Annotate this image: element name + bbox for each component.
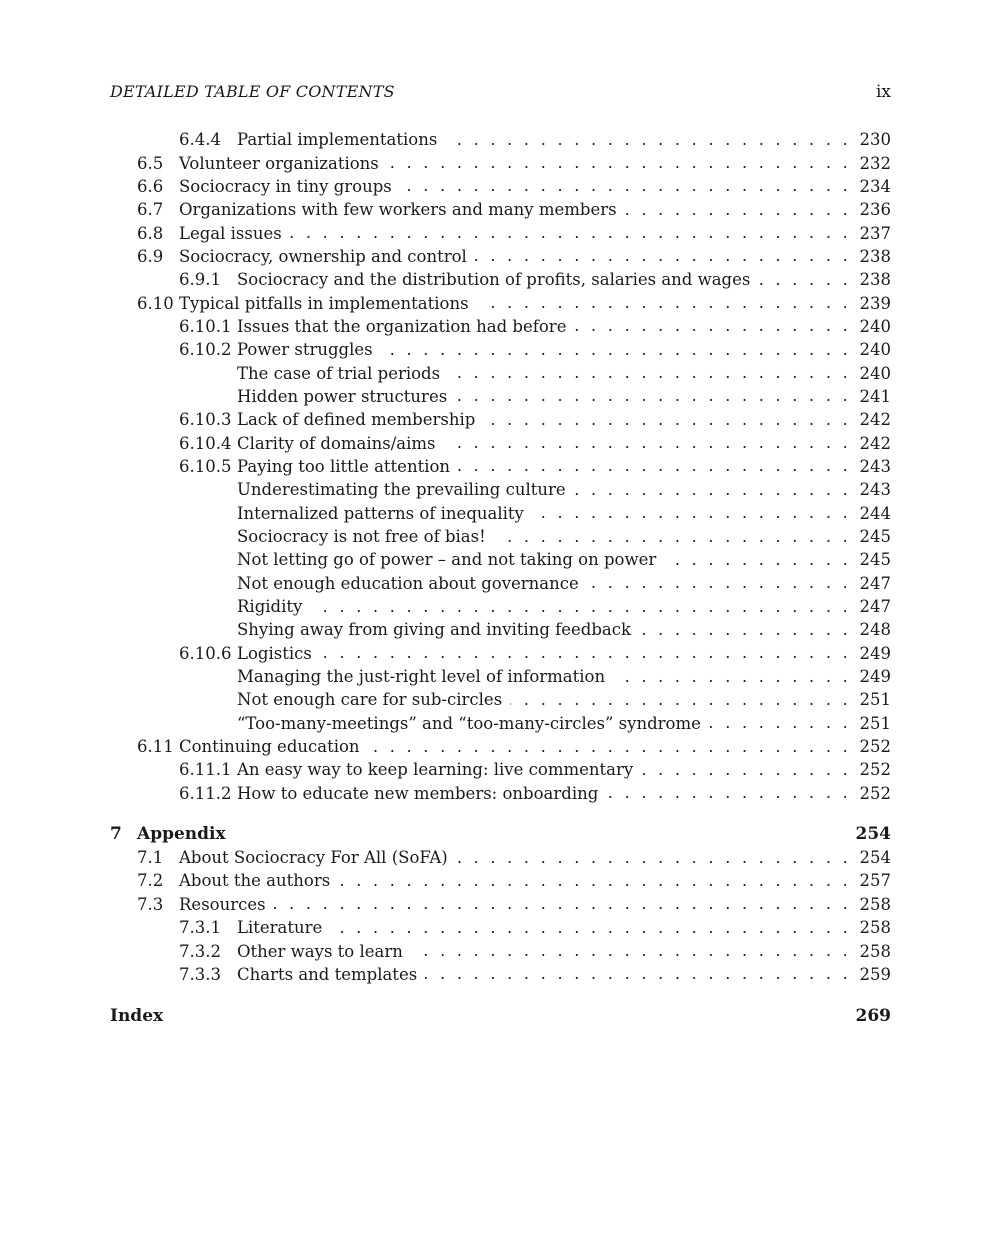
entry-number: 7.3.1 — [179, 918, 221, 938]
entry-number: 6.6 — [137, 176, 164, 196]
table-of-contents — [110, 128, 891, 1028]
toc-entry[interactable] — [110, 916, 891, 939]
chapter-number: 7 — [110, 823, 122, 844]
entry-title: Sociocracy, ownership and control — [179, 246, 467, 266]
entry-page-number: 234 — [859, 176, 891, 196]
entry-page-number: 245 — [859, 527, 891, 547]
dot-leader — [625, 200, 851, 220]
toc-entry[interactable] — [110, 782, 891, 805]
toc-entry[interactable] — [110, 572, 891, 595]
entry-page-number: 251 — [859, 690, 891, 710]
entry-title: Clarity of domains/aims — [237, 433, 436, 453]
entry-number: 6.10 — [137, 293, 174, 313]
entry-title: Not enough care for sub-circles — [237, 690, 503, 710]
entry-page-number: 240 — [859, 363, 891, 383]
entry-page-number: 242 — [859, 433, 891, 453]
entry-page-number: 232 — [859, 153, 891, 173]
entry-page-number: 237 — [859, 223, 891, 243]
toc-entry[interactable] — [110, 688, 891, 711]
entry-page-number: 241 — [859, 386, 891, 406]
toc-entry[interactable] — [110, 548, 891, 571]
dot-leader — [330, 918, 851, 938]
dot-leader — [641, 760, 851, 780]
entry-number: 6.4.4 — [179, 130, 221, 150]
toc-entry[interactable] — [110, 963, 891, 986]
dot-leader — [494, 527, 851, 547]
entry-title: Volunteer organizations — [179, 153, 379, 173]
toc-entry[interactable] — [110, 618, 891, 641]
entry-page-number: 238 — [859, 246, 891, 266]
dot-leader — [477, 293, 851, 313]
index-title: Index — [110, 1006, 164, 1027]
dot-leader — [425, 964, 851, 984]
entry-page-number: 252 — [859, 737, 891, 757]
dot-leader — [310, 597, 851, 617]
entry-page-number: 254 — [859, 848, 891, 868]
dot-leader — [639, 620, 851, 640]
dot-leader — [709, 713, 851, 733]
entry-number: 6.10.5 — [179, 456, 232, 476]
entry-title: Internalized patterns of inequality — [237, 503, 524, 523]
dot-leader — [758, 270, 851, 290]
entry-title: Paying too little attention — [237, 456, 451, 476]
dot-leader — [448, 363, 851, 383]
dot-leader — [532, 503, 851, 523]
dot-leader — [274, 894, 851, 914]
running-header — [110, 82, 891, 106]
entry-title: Partial implementations — [237, 130, 438, 150]
entry-title: How to educate new members: onboarding — [237, 783, 599, 803]
entry-title: Hidden power structures — [237, 386, 448, 406]
toc-entries-chapter-6 — [110, 128, 891, 805]
entry-number: 7.3.3 — [179, 964, 221, 984]
entry-number: 6.11.1 — [179, 760, 232, 780]
toc-entry[interactable] — [110, 361, 891, 384]
entry-title: “Too-many-meetings” and “too-many-circles” syndrome — [237, 713, 701, 733]
toc-entry[interactable] — [110, 128, 891, 151]
toc-entry[interactable] — [110, 408, 891, 431]
entry-number: 7.3 — [137, 894, 164, 914]
toc-entry[interactable] — [110, 712, 891, 735]
toc-entry[interactable] — [110, 151, 891, 174]
entry-number: 6.10.6 — [179, 643, 232, 663]
entry-page-number: 248 — [859, 620, 891, 640]
entry-page-number: 240 — [859, 340, 891, 360]
entry-page-number: 258 — [859, 941, 891, 961]
dot-leader — [400, 176, 851, 196]
entry-page-number: 259 — [859, 964, 891, 984]
entry-page-number: 252 — [859, 760, 891, 780]
entry-page-number: 243 — [859, 480, 891, 500]
toc-entry[interactable] — [110, 291, 891, 314]
entry-number: 6.10.3 — [179, 410, 232, 430]
toc-entry[interactable] — [110, 268, 891, 291]
entry-page-number: 251 — [859, 713, 891, 733]
dot-leader — [510, 690, 851, 710]
dot-leader — [483, 410, 851, 430]
entry-title: Not enough education about governance — [237, 573, 579, 593]
entry-title: Lack of defined membership — [237, 410, 476, 430]
entry-title: About the authors — [179, 871, 331, 891]
entry-title: The case of trial periods — [237, 363, 441, 383]
entry-title: Logistics — [237, 643, 312, 663]
spacer — [110, 805, 891, 822]
entry-page-number: 239 — [859, 293, 891, 313]
entry-number: 7.3.2 — [179, 941, 221, 961]
toc-entry[interactable] — [110, 478, 891, 501]
toc-entry[interactable] — [110, 846, 891, 869]
toc-entry[interactable] — [110, 175, 891, 198]
toc-entry[interactable] — [110, 665, 891, 688]
dot-leader — [320, 643, 851, 663]
entry-title: Underestimating the prevailing culture — [237, 480, 566, 500]
toc-entry[interactable] — [110, 642, 891, 665]
dot-leader — [574, 480, 851, 500]
chapter-page: 254 — [855, 823, 891, 844]
toc-entry[interactable] — [110, 455, 891, 478]
entry-title: Issues that the organization had before — [237, 316, 567, 336]
page-number: ix — [875, 82, 891, 102]
toc-chapter-7[interactable] — [110, 822, 891, 846]
toc-entry[interactable] — [110, 502, 891, 525]
dot-leader — [381, 340, 851, 360]
entry-number: 6.9.1 — [179, 270, 221, 290]
toc-entry[interactable] — [110, 385, 891, 408]
running-header-title: DETAILED TABLE OF CONTENTS — [110, 82, 395, 101]
entry-page-number: 249 — [859, 643, 891, 663]
entry-title: Sociocracy is not free of bias! — [237, 527, 486, 547]
dot-leader — [664, 550, 851, 570]
entry-title: Not letting go of power – and not taking on power — [237, 550, 657, 570]
toc-entries-chapter-7 — [110, 846, 891, 986]
dot-leader — [368, 737, 851, 757]
entry-number: 6.9 — [137, 246, 164, 266]
entry-title: Organizations with few workers and many members — [179, 200, 617, 220]
entry-page-number: 257 — [859, 871, 891, 891]
toc-entry[interactable] — [110, 758, 891, 781]
dot-leader — [456, 848, 851, 868]
entry-number: 6.7 — [137, 200, 164, 220]
entry-title: Other ways to learn — [237, 941, 403, 961]
dot-leader — [475, 246, 851, 266]
toc-entry[interactable] — [110, 939, 891, 962]
index-page: 269 — [855, 1006, 891, 1027]
entry-title: Sociocracy and the distribution of profits, salaries and wages — [237, 270, 751, 290]
entry-title: An easy way to keep learning: live commentary — [237, 760, 634, 780]
entry-page-number: 249 — [859, 667, 891, 687]
entry-page-number: 236 — [859, 200, 891, 220]
toc-entry[interactable] — [110, 595, 891, 618]
entry-number: 7.1 — [137, 848, 164, 868]
dot-leader — [458, 456, 851, 476]
dot-leader — [338, 871, 851, 891]
entry-number: 7.2 — [137, 871, 164, 891]
entry-page-number: 258 — [859, 918, 891, 938]
entry-title: Literature — [237, 918, 323, 938]
toc-entry[interactable] — [110, 315, 891, 338]
entry-page-number: 240 — [859, 316, 891, 336]
toc-entry[interactable] — [110, 869, 891, 892]
dot-leader — [445, 130, 851, 150]
entry-page-number: 242 — [859, 410, 891, 430]
entry-title: Power struggles — [237, 340, 373, 360]
entry-title: Managing the just-right level of information — [237, 667, 606, 687]
toc-index[interactable] — [110, 1004, 891, 1028]
entry-number: 6.11.2 — [179, 783, 232, 803]
dot-leader — [411, 941, 851, 961]
entry-number: 6.11 — [137, 737, 174, 757]
dot-leader — [387, 153, 851, 173]
toc-entry[interactable] — [110, 735, 891, 758]
toc-entry[interactable] — [110, 198, 891, 221]
spacer — [110, 986, 891, 1004]
dot-leader — [606, 783, 851, 803]
entry-page-number: 252 — [859, 783, 891, 803]
entry-page-number: 247 — [859, 573, 891, 593]
toc-entry[interactable] — [110, 893, 891, 916]
toc-entry[interactable] — [110, 245, 891, 268]
dot-leader — [587, 573, 851, 593]
entry-title: Resources — [179, 894, 266, 914]
entry-page-number: 247 — [859, 597, 891, 617]
entry-title: Legal issues — [179, 223, 282, 243]
dot-leader — [444, 433, 851, 453]
toc-entry[interactable] — [110, 431, 891, 454]
dot-leader — [290, 223, 851, 243]
entry-number: 6.8 — [137, 223, 164, 243]
entry-title: Sociocracy in tiny groups — [179, 176, 392, 196]
entry-number: 6.10.2 — [179, 340, 232, 360]
entry-number: 6.10.1 — [179, 316, 232, 336]
entry-number: 6.10.4 — [179, 433, 232, 453]
entry-title: Continuing education — [179, 737, 360, 757]
entry-title: Rigidity — [237, 597, 303, 617]
entry-page-number: 245 — [859, 550, 891, 570]
entry-title: About Sociocracy For All (SoFA) — [179, 848, 448, 868]
entry-title: Typical pitfalls in implementations — [179, 293, 469, 313]
entry-page-number: 243 — [859, 456, 891, 476]
entry-title: Charts and templates — [237, 964, 418, 984]
dot-leader — [455, 386, 851, 406]
entry-number: 6.5 — [137, 153, 164, 173]
dot-leader — [613, 667, 851, 687]
entry-page-number: 244 — [859, 503, 891, 523]
dot-leader — [574, 316, 851, 336]
entry-page-number: 238 — [859, 270, 891, 290]
entry-title: Shying away from giving and inviting feedback — [237, 620, 631, 640]
entry-page-number: 230 — [859, 130, 891, 150]
toc-entry[interactable] — [110, 338, 891, 361]
toc-entry[interactable] — [110, 525, 891, 548]
chapter-title: Appendix — [137, 823, 226, 844]
entry-page-number: 258 — [859, 894, 891, 914]
toc-entry[interactable] — [110, 221, 891, 244]
